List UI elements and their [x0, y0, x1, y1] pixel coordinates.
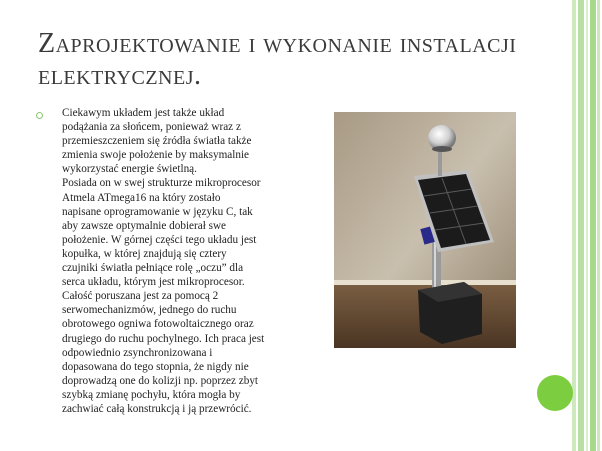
decorative-stripe	[572, 0, 576, 451]
decorative-stripe	[597, 0, 600, 451]
decorative-stripe	[590, 0, 596, 451]
decorative-stripe	[586, 0, 588, 451]
green-circle-icon	[537, 375, 573, 411]
slide-title: Zaprojektowanie i wykonanie instalacji elektrycznej.	[38, 28, 517, 91]
slide-body-text: Ciekawym układem jest także układ podążania za słońcem, ponieważ wraz z przemieszczeniem się źródła światła także zmienia swoje położenie by maksymalnie wykorzystać energie świetlną. Posiada on w swej strukturze mikroprocesor Atmela ATmega16 na który zostało napisane oprogramowanie w języku C, tak aby zawsze optymalnie dobierał swe położenie. W górnej części tego układu jest kopułka, w której znajdują się cztery czujniki światła pełniące rolę „oczu” dla serca układu, którym jest mikroprocesor. Całość poruszana jest za pomocą 2 serwomechanizmów, jednego do ruchu obrotowego ogniwa fotowoltaicznego oraz drugiego do ruchu pochylnego. Ich praca jest odpowiednio zsynchronizowana i dopasowana do tego stopnia, że nigdy nie doprowadzą one do kolizji np. poprzez zbyt szybką zmianę pochyłu, która mogła by zachwiać całą konstrukcją i ją przewrócić.	[62, 107, 265, 415]
bullet-icon	[36, 112, 43, 119]
solar-tracker-photo	[334, 112, 516, 348]
decorative-stripe	[578, 0, 584, 451]
